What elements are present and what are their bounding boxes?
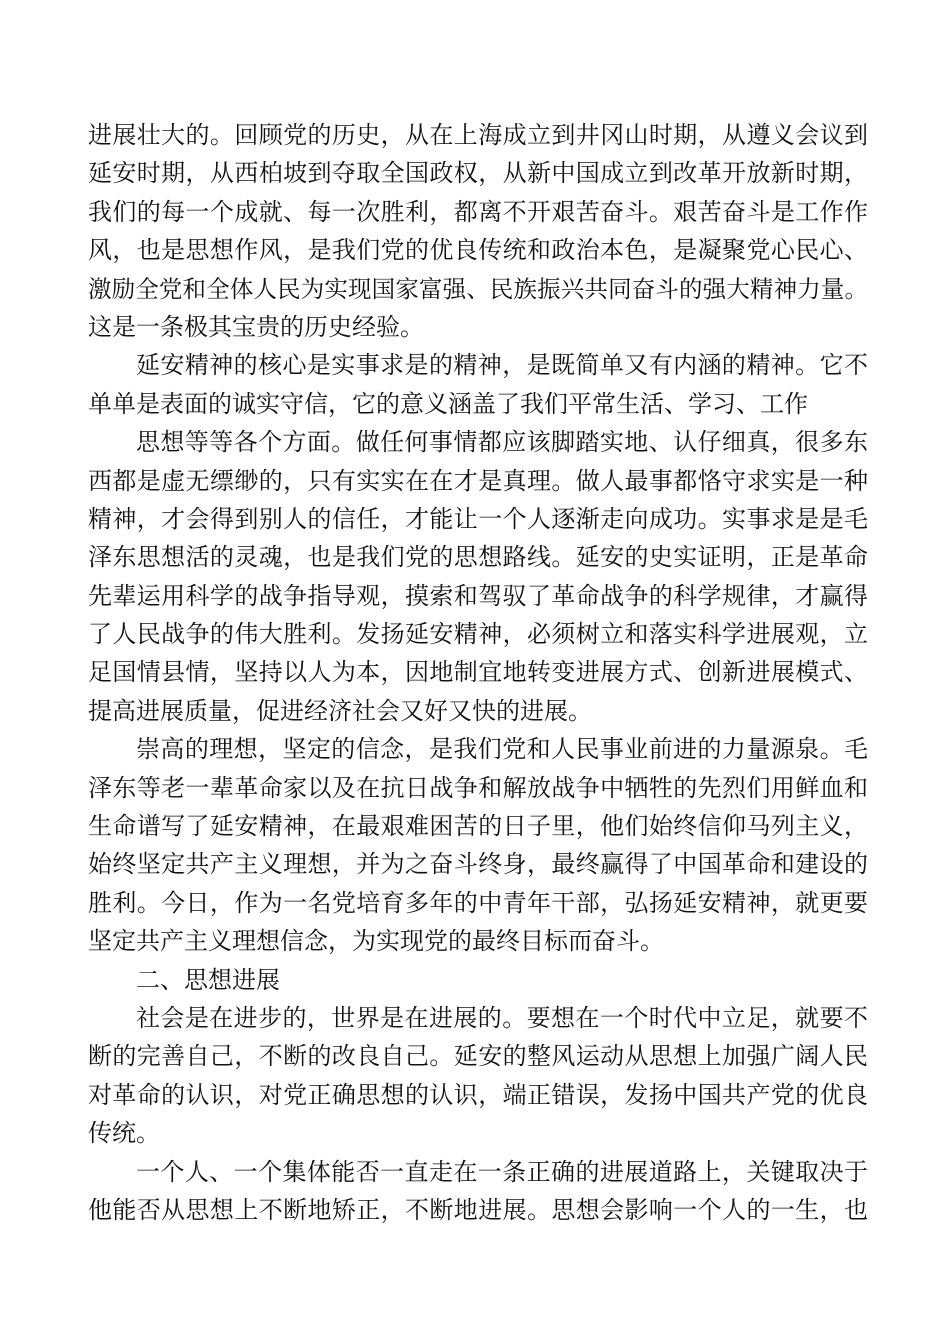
text-line: 这是一条极其宝贵的历史经验。 [88,312,424,341]
text-line: 他能否从思想上不断地矫正，不断地进展。思想会影响一个人的一生，也 [88,1195,868,1224]
text-line: 断的完善自己，不断的改良自己。延安的整风运动从思想上加强广阔人民 [88,1042,868,1071]
text-line: 延安时期，从西柏坡到夺取全国政权，从新中国成立到改革开放新时期， [88,159,868,188]
text-line: 提高进展质量，促进经济社会又好又快的进展。 [88,696,592,725]
text-line: 先辈运用科学的战争指导观，摸索和驾驭了革命战争的科学规律，才赢得 [88,581,868,610]
text-line: 始终坚定共产主义理想，并为之奋斗终身，最终赢得了中国革命和建设的 [88,850,868,879]
text-line: 激励全党和全体人民为实现国家富强、民族振兴共同奋斗的强大精神力量。 [88,274,868,303]
text-line: 西都是虚无缥缈的，只有实实在在才是真理。做人最事都恪守求实是一种 [88,466,868,495]
text-line: 二、思想进展 [136,965,280,994]
text-line: 单单是表面的诚实守信，它的意义涵盖了我们平常生活、学习、工作 [88,389,808,418]
text-line: 思想等等各个方面。做任何事情都应该脚踏实地、认仔细真，很多东 [136,428,868,457]
text-line: 坚定共产主义理想信念，为实现党的最终目标而奋斗。 [88,927,664,956]
text-line: 社会是在进步的，世界是在进展的。要想在一个时代中立足，就要不 [136,1003,868,1032]
text-line: 传统。 [88,1119,160,1148]
text-line: 风，也是思想作风，是我们党的优良传统和政治本色，是凝聚党心民心、 [88,236,868,265]
text-line: 一个人、一个集体能否一直走在一条正确的进展道路上，关键取决于 [136,1157,868,1186]
text-line: 了人民战争的伟大胜利。发扬延安精神，必须树立和落实科学进展观，立 [88,620,868,649]
text-line: 我们的每一个成就、每一次胜利，都离不开艰苦奋斗。艰苦奋斗是工作作 [88,197,868,226]
document-body [88,116,868,1229]
text-line: 泽东思想活的灵魂，也是我们党的思想路线。延安的史实证明，正是革命 [88,543,868,572]
text-line: 足国情县情，坚持以人为本，因地制宜地转变进展方式、创新进展模式、 [88,658,868,687]
text-line: 进展壮大的。回顾党的历史，从在上海成立到井冈山时期，从遵义会议到 [88,121,868,149]
text-line: 延安精神的核心是实事求是的精神，是既简单又有内涵的精神。它不 [136,351,868,380]
text-line: 生命谱写了延安精神，在最艰难困苦的日子里，他们始终信仰马列主义， [88,812,868,841]
text-line: 胜利。今日，作为一名党培育多年的中青年干部，弘扬延安精神，就更要 [88,888,868,917]
text-line: 泽东等老一辈革命家以及在抗日战争和解放战争中牺牲的先烈们用鲜血和 [88,773,868,802]
text-line: 精神，才会得到别人的信任，才能让一个人逐渐走向成功。实事求是是毛 [88,504,868,533]
text-line: 崇高的理想，坚定的信念，是我们党和人民事业前进的力量源泉。毛 [136,735,868,764]
text-line: 对革命的认识，对党正确思想的认识，端正错误，发扬中国共产党的优良 [88,1080,868,1109]
